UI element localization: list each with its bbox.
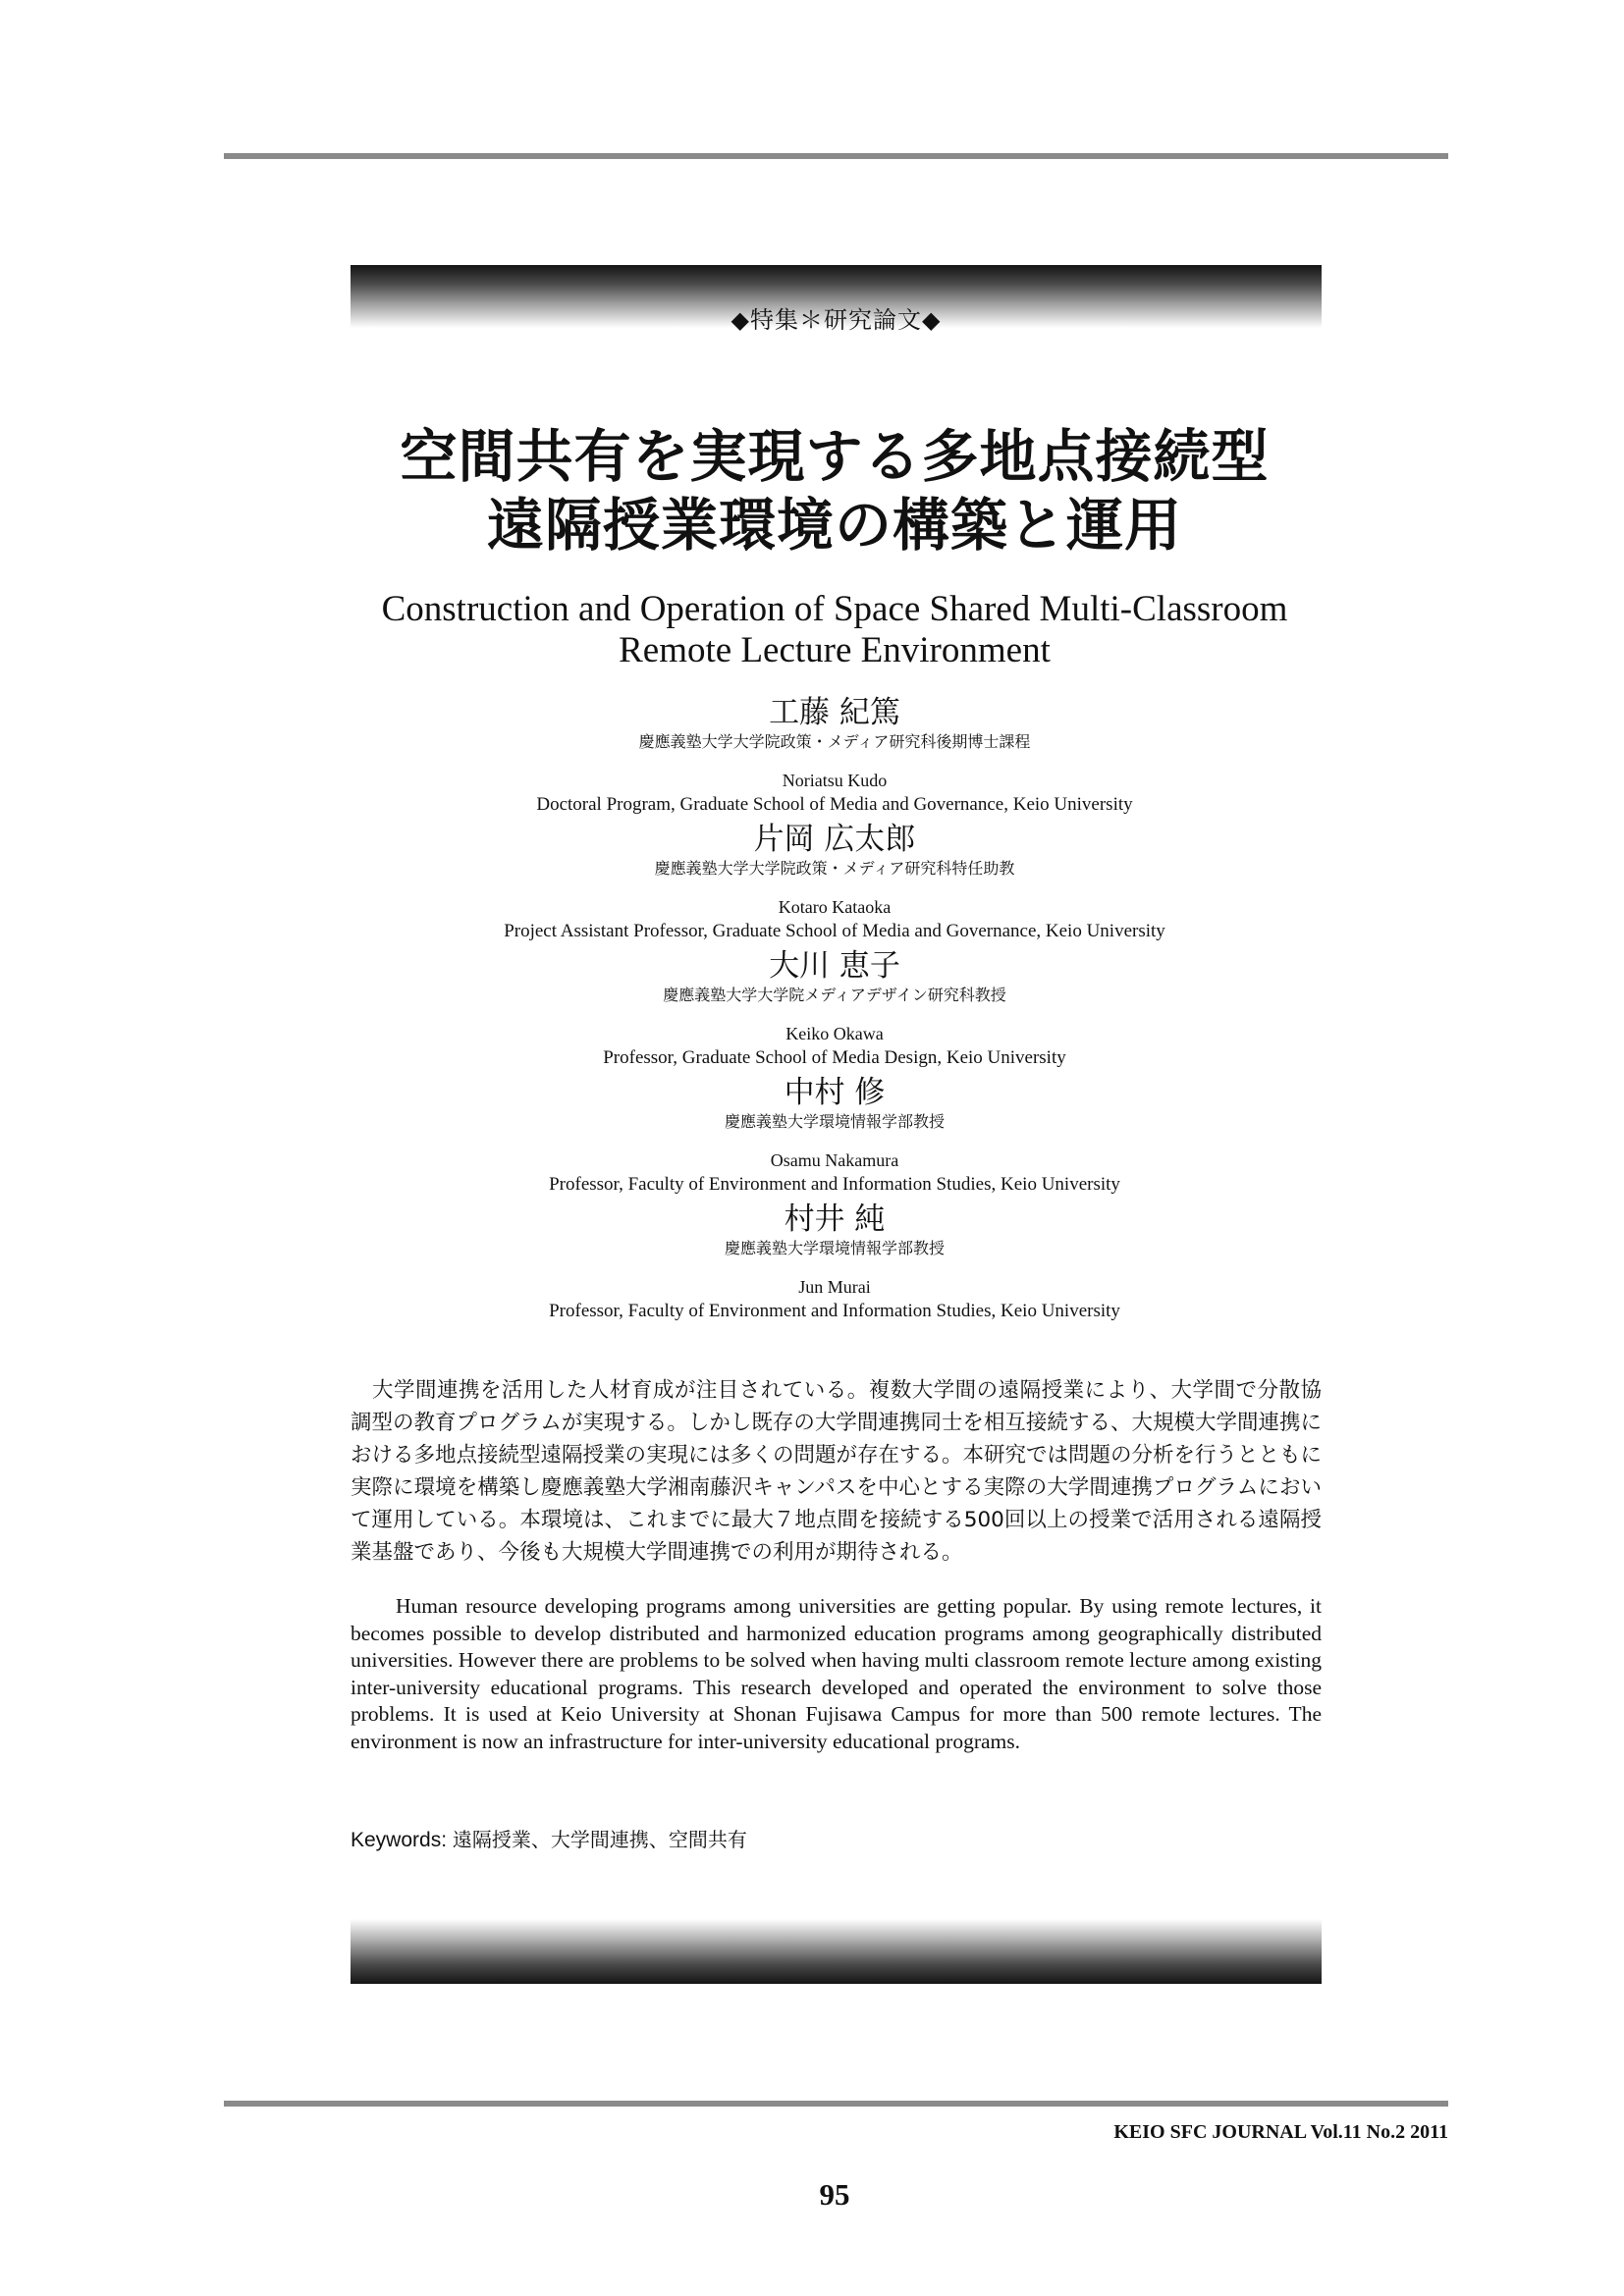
title-ja-line-1: 空間共有を実現する多地点接続型 [400,423,1270,490]
abstract-japanese: 大学間連携を活用した人材育成が注目されている。複数大学間の遠隔授業により、大学間で分散協調型の教育プログラムが実現する。しかし既存の大学間連携同士を相互接続する、大規模大学間連携における多地点接続型遠隔授業の実現には多くの問題が存在する。本研究では問題の分析を行うとともに実際に環境を構築し慶應義塾大学湘南藤沢キャンパスを中心とする実際の大学間連携プログラムにおいて運用している。本環境は、これまでに最大７地点間を接続する500回以上の授業で活用される遠隔授業基盤であり、今後も大規模大学間連携での利用が期待される。 [351,1378,1323,1565]
author-affiliation-ja: 慶應義塾大学環境情報学部教授 [724,1112,945,1131]
author-affiliation-en: Doctoral Program, Graduate School of Media and Governance, Keio University [536,794,1133,815]
author-name-ja: 大川 恵子 [769,948,900,984]
keywords-value: 遠隔授業、大学間連携、空間共有 [452,1828,747,1851]
bottom-rule [224,2101,1448,2107]
author-affiliation-en: Project Assistant Professor, Graduate School of Media and Governance, Keio University [504,921,1165,941]
author-name-ja: 片岡 広太郎 [753,822,916,857]
author-block [295,694,1375,821]
journal-citation: KEIO SFC JOURNAL Vol.11 No.2 2011 [1113,2121,1448,2143]
author-affiliation-ja: 慶應義塾大学大学院政策・メディア研究科後期博士課程 [638,732,1031,751]
author-name-ja: 中村 修 [784,1075,886,1110]
footer-gradient-band [351,1919,1322,1984]
author-name-en: Kotaro Kataoka [778,897,892,917]
title-ja-line-2: 遠隔授業環境の構築と運用 [486,492,1182,559]
top-rule [224,153,1448,159]
author-name-en: Osamu Nakamura [770,1150,899,1170]
keywords [351,1824,747,1852]
author-name-en: Jun Murai [798,1277,871,1297]
author-affiliation-en: Professor, Faculty of Environment and Information Studies, Keio University [549,1174,1120,1195]
author-affiliation-ja: 慶應義塾大学環境情報学部教授 [724,1239,945,1257]
title-en-line-1: Construction and Operation of Space Shared Multi-Classroom [381,589,1288,629]
author-block [295,947,1375,1074]
author-affiliation-ja: 慶應義塾大学大学院政策・メディア研究科特任助教 [654,859,1015,878]
author-name-en: Keiko Okawa [785,1024,884,1043]
author-name-ja: 工藤 紀篤 [769,695,900,730]
author-name-ja: 村井 純 [784,1201,886,1237]
author-affiliation-en: Professor, Faculty of Environment and Information Studies, Keio University [549,1301,1120,1321]
author-affiliation-ja: 慶應義塾大学大学院メディアデザイン研究科教授 [663,986,1006,1004]
author-name-en: Noriatsu Kudo [782,771,888,790]
title-en-line-2: Remote Lecture Environment [619,630,1051,670]
author-affiliation-en: Professor, Graduate School of Media Design, Keio University [603,1047,1066,1068]
author-list [295,694,1375,1327]
author-block [295,821,1375,947]
title-japanese [295,422,1375,560]
author-block [295,1201,1375,1327]
author-block [295,1074,1375,1201]
page-number: 95 [819,2177,850,2212]
section-label: ◆特集＊研究論文◆ [731,306,942,334]
keywords-label: Keywords: [351,1829,448,1851]
abstract-english: Human resource developing programs among universities are getting popular. By using remote lectures, it becomes possible to develop distributed and harmonized education programs among geographically distributed universities. However there are problems to be solved when having multi classroom remote lecture among existing inter-university educational programs. This research developed and operated the environment to solve those problems. It is used at Keio University at Shonan Fujisawa Campus for more than 500 remote lectures. The environment is now an infrastructure for inter-university educational programs. [351,1594,1322,1753]
title-english [295,589,1375,671]
